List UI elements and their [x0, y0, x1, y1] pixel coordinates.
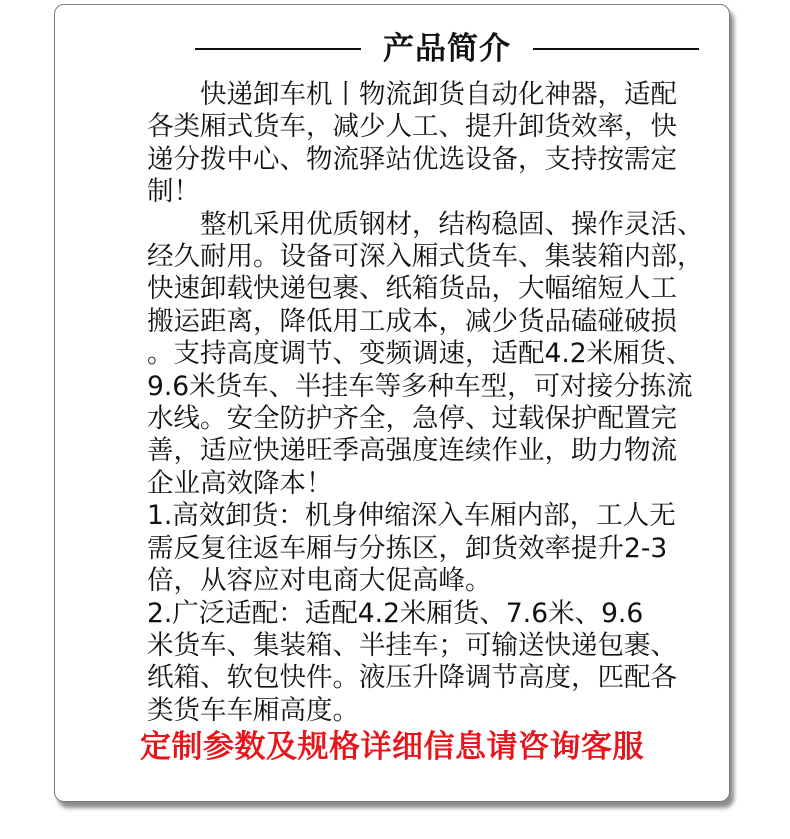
feature-line: 2.广泛适配：适配4.2米厢货、7.6米、9.6	[147, 597, 644, 629]
description-line: 快递卸车机丨物流卸货自动化神器，适配	[147, 79, 677, 110]
description-line: 9.6米货车、半挂车等多种车型，可对接分拣流	[147, 370, 693, 402]
description-line: 各类厢式货车，减少人工、提升卸货效率，快	[147, 111, 677, 143]
description-line: 。支持高度调节、变频调速，适配4.2米厢货、	[147, 338, 693, 370]
description-line: 水线。安全防护齐全，急停、过载保护配置完	[147, 403, 677, 435]
feature-line: 米货车、集装箱、半挂车；可输送快递包裹、	[147, 629, 677, 661]
description-line: 快速卸载快递包裹、纸箱货品，大幅缩短人工	[147, 273, 677, 305]
description-line: 搬运距离，降低用工成本，减少货品磕碰破损	[147, 305, 677, 337]
feature-line: 类货车车厢高度。	[147, 694, 359, 726]
description-body	[147, 79, 761, 727]
description-line: 企业高效降本！	[147, 467, 333, 499]
section-title: 产品简介	[383, 31, 511, 67]
description-line: 善，适应快递旺季高强度连续作业，助力物流	[147, 435, 677, 467]
feature-line: 需反复往返车厢与分拣区，卸货效率提升2-3	[147, 532, 668, 564]
feature-line: 纸箱、软包快件。液压升降调节高度，匹配各	[147, 662, 677, 694]
feature-line: 1.高效卸货：机身伸缩深入车厢内部，工人无	[147, 500, 676, 532]
title-divider-right	[533, 48, 699, 50]
feature-line: 倍，从容应对电商大促高峰。	[147, 565, 492, 597]
title-row	[55, 31, 729, 67]
product-intro-card	[54, 4, 730, 802]
description-line: 递分拨中心、物流驿站优选设备，支持按需定	[147, 143, 677, 175]
title-divider-left	[195, 48, 361, 50]
description-line: 经久耐用。设备可深入厢式货车、集装箱内部，	[147, 241, 704, 273]
description-line: 整机采用优质钢材，结构稳固、操作灵活、	[147, 208, 704, 240]
description-line: 制！	[147, 176, 200, 208]
contact-note: 定制参数及规格详细信息请咨询客服	[140, 729, 644, 765]
